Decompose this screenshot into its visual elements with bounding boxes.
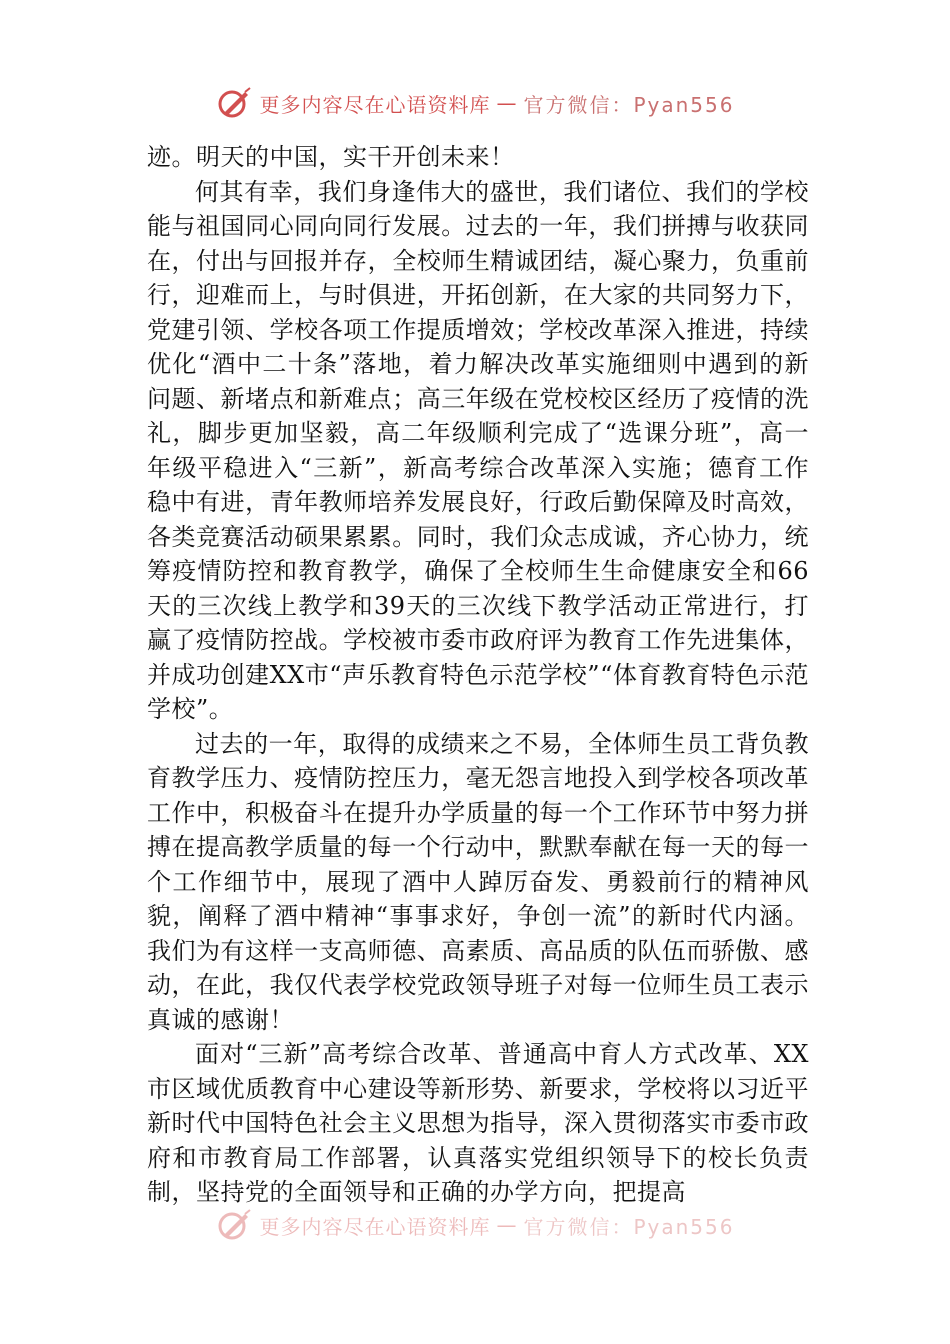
paragraph-2: 何其有幸，我们身逢伟大的盛世，我们诸位、我们的学校能与祖国同心同向同行发展。过去的一年，我们拼搏与收获同在，付出与回报并存，全校师生精诚团结，凝心聚力，负重前行，迎难而上，与时俱进，开拓创新，在大家的共同努力下，党建引领、学校各项工作提质增效；学校改革深入推进，持续优化“酒中二十条”落地，着力解决改革实施细则中遇到的新问题、新堵点和新难点；高三年级在党校校区经历了疫情的洗礼，脚步更加坚毅，高二年级顺利完成了“选课分班”，高一年级平稳进入“三新”，新高考综合改革深入实施；德育工作稳中有进，青年教师培养发展良好，行政后勤保障及时高效，各类竞赛活动硕果累累。同时，我们众志成诚，齐心协力，统筹疫情防控和教育教学，确保了全校师生生命健康安全和66天的三次线上教学和39天的三次线下教学活动正常进行，打赢了疫情防控战。学校被市委市政府评为教育工作先进集体，并成功创建XX市“声乐教育特色示范学校”“体育教育特色示范学校”。: [147, 177, 809, 723]
pen-circle-logo-icon: [215, 86, 253, 120]
paragraph-4: 面对“三新”高考综合改革、普通高中育人方式改革、XX市区域优质教育中心建设等新形势、新要求，学校将以习近平新时代中国特色社会主义思想为指导，深入贯彻落实市委市政府和市教育局工作部署，认真落实党组织领导下的校长负责制，坚持党的全面领导和正确的办学方向，把提高: [147, 1040, 809, 1206]
watermark-contact: 官方微信：Pyan556: [523, 92, 735, 117]
watermark-separator: —: [496, 91, 518, 115]
watermark-separator: —: [496, 1213, 518, 1237]
watermark-contact: 官方微信：Pyan556: [523, 1214, 735, 1239]
watermark-brand: 更多内容尽在心语资料库: [259, 1214, 491, 1239]
paragraph-1: 迹。明天的中国，实干开创未来！: [147, 143, 515, 171]
watermark-brand: 更多内容尽在心语资料库: [259, 92, 491, 117]
header-watermark: [0, 86, 950, 120]
paragraph-3: 过去的一年，取得的成绩来之不易，全体师生员工背负教育教学压力、疫情防控压力，毫无怨言地投入到学校各项改革工作中，积极奋斗在提升办学质量的每一个工作环节中努力拼搏在提高教学质量的每一个行动中，默默奉献在每一天的每一个工作细节中，展现了酒中人踔厉奋发、勇毅前行的精神风貌，阐释了酒中精神“事事求好，争创一流”的新时代内涵。我们为有这样一支高师德、高素质、高品质的队伍而骄傲、感动，在此，我仅代表学校党政领导班子对每一位师生员工表示真诚的感谢！: [147, 729, 809, 1034]
document-body: [147, 140, 809, 1210]
pen-circle-logo-icon: [215, 1208, 253, 1242]
footer-watermark: [0, 1208, 950, 1242]
